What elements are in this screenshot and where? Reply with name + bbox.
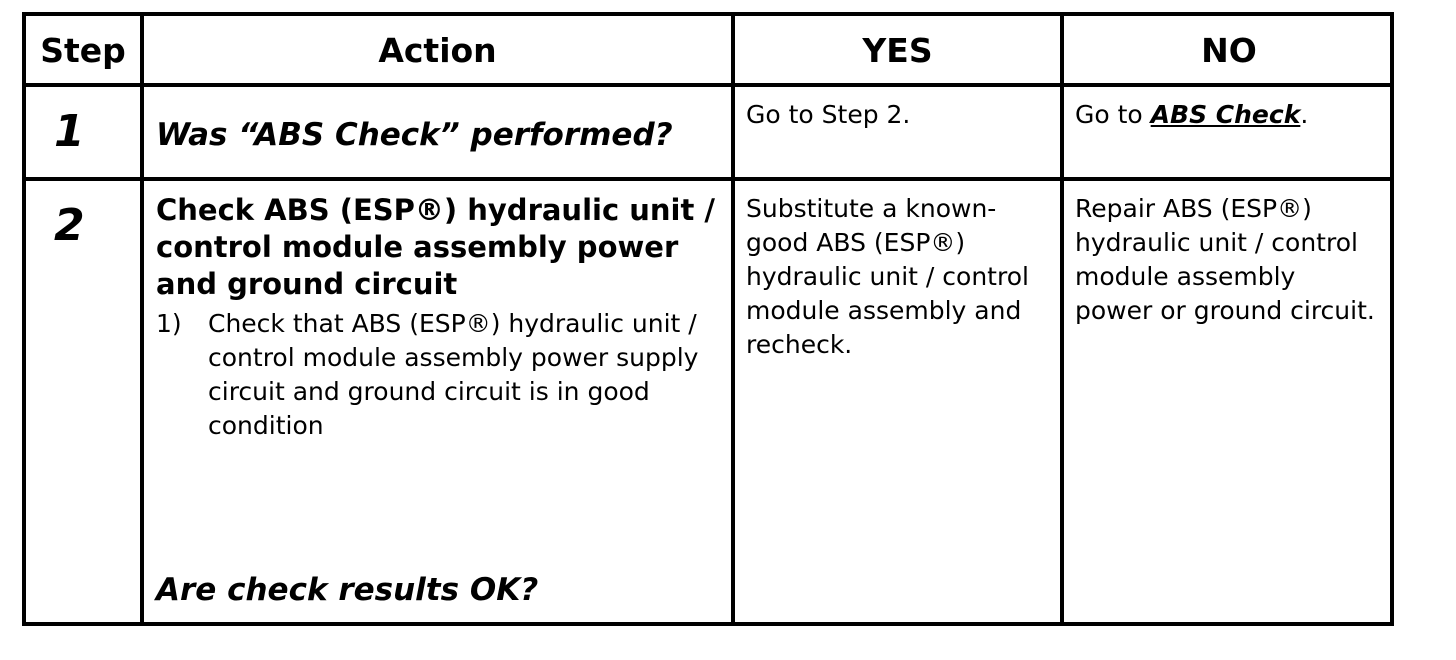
header-step: Step xyxy=(40,31,126,70)
header-no: NO xyxy=(1201,31,1257,70)
action-substep xyxy=(156,307,721,443)
no-action: Repair ABS (ESP®) hydraulic unit / control module assembly power or ground circuit. xyxy=(1075,194,1375,325)
no-action xyxy=(1075,98,1385,132)
no-action-prefix: Go to xyxy=(1075,100,1151,129)
column-divider xyxy=(140,16,144,622)
header-yes: YES xyxy=(862,31,933,70)
column-divider xyxy=(1060,16,1064,622)
no-action-suffix: . xyxy=(1300,100,1309,129)
substep-number: 1) xyxy=(156,309,182,338)
header-action: Action xyxy=(378,31,497,70)
action-question: Was “ABS Check” performed? xyxy=(156,117,673,153)
abs-check-link[interactable]: ABS Check xyxy=(1150,100,1301,129)
action-title: Check ABS (ESP®) hydraulic unit / control module assembly power and ground circuit xyxy=(156,193,716,301)
action-content xyxy=(156,192,721,443)
yes-action: Go to Step 2. xyxy=(746,100,911,129)
diagnostic-table xyxy=(22,12,1394,626)
row-divider xyxy=(26,83,1390,87)
substep-text: Check that ABS (ESP®) hydraulic unit / control module assembly power supply circuit and ground circuit is in good condition xyxy=(208,309,699,440)
step-number: 1 xyxy=(54,106,85,157)
yes-action: Substitute a known-good ABS (ESP®) hydraulic unit / control module assembly and recheck. xyxy=(746,194,1029,359)
column-divider xyxy=(731,16,735,622)
step-number: 2 xyxy=(54,200,85,251)
action-question: Are check results OK? xyxy=(156,572,539,608)
row-divider xyxy=(26,177,1390,181)
